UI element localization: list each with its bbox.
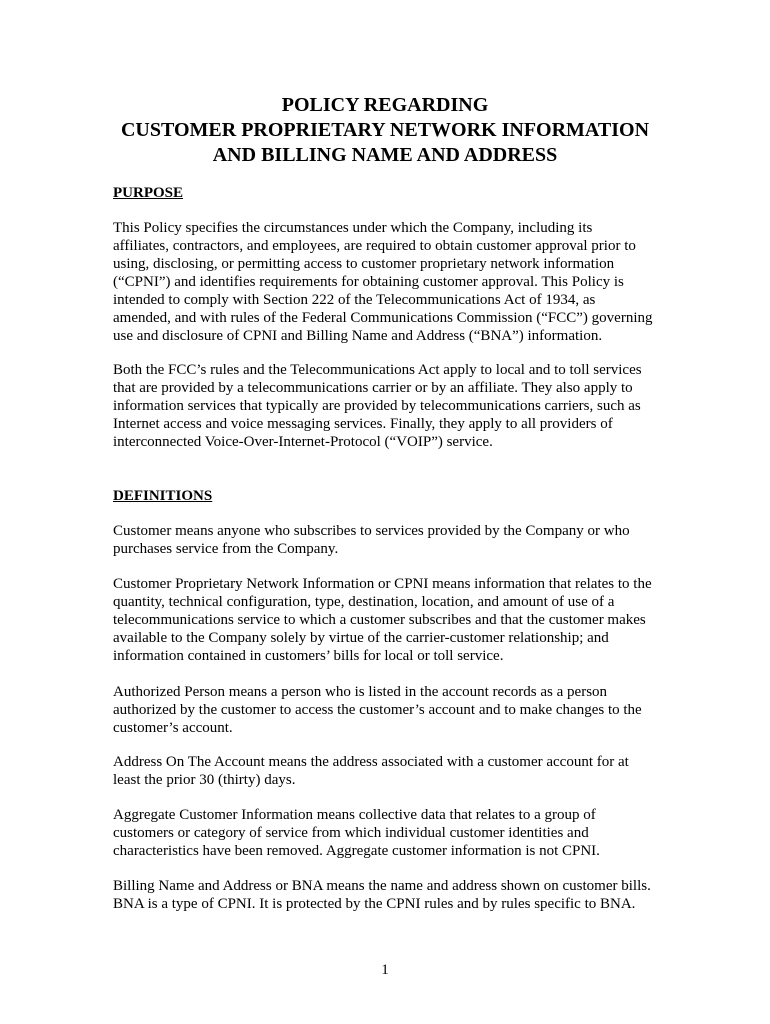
text-line: using, disclosing, or permitting access to customer proprietary network information — [113, 256, 615, 272]
text-line: information services that typically are provided by telecommunications carriers, such as — [113, 398, 641, 414]
definition-authorized-person — [113, 683, 658, 737]
text-line: affiliates, contractors, and employees, are required to obtain customer approval prior to — [113, 238, 636, 254]
text-line: amended, and with rules of the Federal Communications Commission (“FCC”) governing — [113, 310, 653, 326]
text-line: customers or category of service from which individual customer identities and — [113, 825, 589, 841]
purpose-paragraph-1 — [113, 219, 658, 345]
text-line: Aggregate Customer Information means collective data that relates to a group of — [113, 807, 596, 823]
text-line: Both the FCC’s rules and the Telecommunications Act apply to local and to toll services — [113, 362, 642, 378]
definition-customer — [113, 522, 658, 558]
purpose-heading: PURPOSE — [113, 185, 184, 201]
text-line: Address On The Account means the address associated with a customer account for at — [113, 754, 629, 770]
text-line: This Policy specifies the circumstances under which the Company, including its — [113, 220, 593, 236]
page-number: 1 — [381, 962, 389, 978]
definition-address-on-account — [113, 753, 658, 789]
title-line: CUSTOMER PROPRIETARY NETWORK INFORMATION — [120, 119, 650, 141]
text-line: customer’s account. — [113, 720, 233, 736]
text-line: Billing Name and Address or BNA means the name and address shown on customer bills. — [113, 878, 651, 894]
text-line: BNA is a type of CPNI. It is protected by the CPNI rules and by rules specific to BNA. — [113, 896, 636, 912]
text-line: that are provided by a telecommunications carrier or by an affiliate. They also apply to — [113, 380, 633, 396]
text-line: available to the Company solely by virtue of the carrier-customer relationship; and — [113, 630, 609, 646]
text-line: Customer Proprietary Network Information or CPNI means information that relates to the — [113, 576, 652, 592]
definition-cpni — [113, 575, 658, 665]
text-line: least the prior 30 (thirty) days. — [113, 772, 296, 788]
text-line: authorized by the customer to access the customer’s account and to make changes to the — [113, 702, 642, 718]
text-line: use and disclosure of CPNI and Billing Name and Address (“BNA”) information. — [113, 328, 603, 344]
text-line: information contained in customers’ bills for local or toll service. — [113, 648, 504, 664]
text-line: Customer means anyone who subscribes to services provided by the Company or who — [113, 523, 630, 539]
definition-aggregate-customer-information — [113, 806, 658, 860]
text-line: Internet access and voice messaging services. Finally, they apply to all providers of — [113, 416, 613, 432]
text-line: (“CPNI”) and identifies requirements for obtaining customer approval. This Policy is — [113, 274, 624, 290]
text-line: Authorized Person means a person who is listed in the account records as a person — [113, 684, 608, 700]
text-line: telecommunications service to which a customer subscribes and that the customer makes — [113, 612, 646, 628]
text-line: intended to comply with Section 222 of the Telecommunications Act of 1934, as — [113, 292, 596, 308]
purpose-paragraph-2 — [113, 361, 658, 451]
text-line: interconnected Voice-Over-Internet-Protocol (“VOIP”) service. — [113, 434, 493, 450]
definitions-heading: DEFINITIONS — [113, 488, 213, 504]
text-line: purchases service from the Company. — [113, 541, 339, 557]
text-line: characteristics have been removed. Aggregate customer information is not CPNI. — [113, 843, 600, 859]
title-line: POLICY REGARDING — [281, 94, 489, 116]
definition-bna — [113, 877, 658, 913]
text-line: quantity, technical configuration, type, destination, location, and amount of use of a — [113, 594, 615, 610]
title-line: AND BILLING NAME AND ADDRESS — [212, 144, 558, 166]
document-title — [0, 93, 770, 168]
